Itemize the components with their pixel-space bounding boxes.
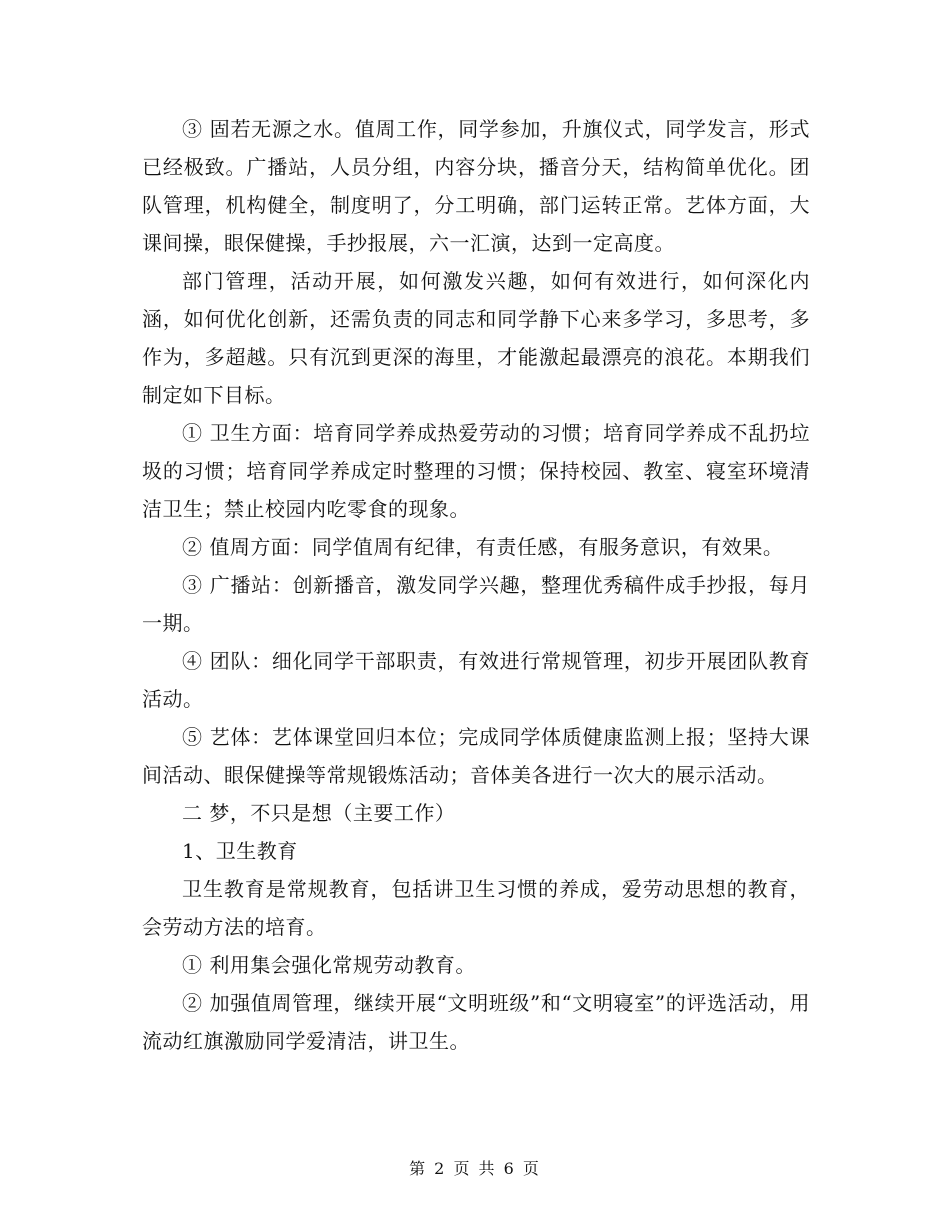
paragraph: ① 卫生方面：培育同学养成热爱劳动的习惯；培育同学养成不乱扔垃圾的习惯；培育同学养成定时整理的习惯；保持校园、教室、寝室环境清洁卫生；禁止校园内吃零食的现象。 [142, 421, 810, 521]
page-number-footer: 第 2 页 共 6 页 [409, 1159, 541, 1178]
paragraph: ④ 团队：细化同学干部职责，有效进行常规管理，初步开展团队教育活动。 [142, 649, 810, 711]
document-body [142, 110, 810, 1060]
paragraph: 部门管理，活动开展，如何激发兴趣，如何有效进行，如何深化内涵，如何优化创新，还需负责的同志和同学静下心来多学习，多思考，多作为，多超越。只有沉到更深的海里，才能激起最漂亮的浪花。本期我们制定如下目标。 [142, 269, 810, 407]
paragraph: ③ 固若无源之水。值周工作，同学参加，升旗仪式，同学发言，形式已经极致。广播站，人员分组，内容分块，播音分天，结构简单优化。团队管理，机构健全，制度明了，分工明确，部门运转正常。艺体方面，大课间操，眼保健操，手抄报展，六一汇演，达到一定高度。 [142, 117, 810, 255]
subsection-heading: 1、卫生教育 [182, 839, 298, 863]
section-heading: 二 梦，不只是想（主要工作） [182, 801, 456, 825]
paragraph: ② 值周方面：同学值周有纪律，有责任感，有服务意识，有效果。 [182, 535, 784, 559]
paragraph: ③ 广播站：创新播音，激发同学兴趣，整理优秀稿件成手抄报，每月一期。 [142, 573, 810, 635]
paragraph: ⑤ 艺体：艺体课堂回归本位；完成同学体质健康监测上报；坚持大课间活动、眼保健操等常规锻炼活动；音体美各进行一次大的展示活动。 [142, 725, 810, 787]
paragraph: 卫生教育是常规教育，包括讲卫生习惯的养成，爱劳动思想的教育，会劳动方法的培育。 [142, 877, 810, 939]
paragraph: ① 利用集会强化常规劳动教育。 [182, 953, 476, 977]
paragraph: ② 加强值周管理，继续开展“文明班级”和“文明寝室”的评选活动，用流动红旗激励同学爱清洁，讲卫生。 [142, 991, 810, 1053]
